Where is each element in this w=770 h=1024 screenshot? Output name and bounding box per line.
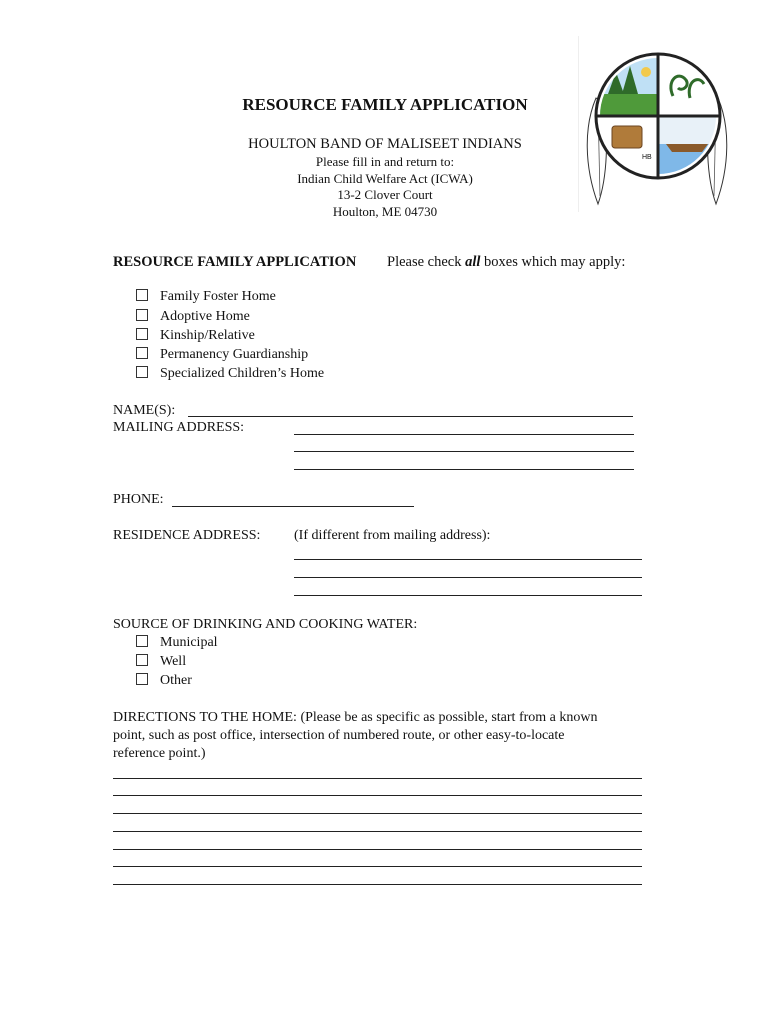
check-instruction	[387, 254, 625, 271]
option-permanency-guardianship[interactable]	[136, 347, 308, 363]
checkbox[interactable]	[136, 366, 148, 378]
option-specialized-childrens-home[interactable]	[136, 366, 324, 382]
return-instruction: Please fill in and return to:	[315, 154, 455, 169]
option-label: Municipal	[160, 635, 218, 650]
office-city: Houlton, ME 04730	[332, 204, 438, 219]
option-label: Kinship/Relative	[160, 328, 255, 343]
mailing-address-line[interactable]	[294, 469, 634, 470]
water-option-municipal[interactable]	[136, 635, 218, 651]
directions-label: DIRECTIONS TO THE HOME: (Please be as specific as possible, start from a known	[113, 710, 598, 725]
checkbox[interactable]	[136, 654, 148, 666]
residence-address-label: RESIDENCE ADDRESS:	[113, 528, 261, 543]
directions-text: point, such as post office, intersection of numbered route, or other easy-to-locate	[113, 728, 565, 743]
check-instruction-prefix: Please check	[387, 254, 462, 270]
checkbox[interactable]	[136, 347, 148, 359]
residence-address-line[interactable]	[294, 595, 642, 596]
phone-label: PHONE:	[113, 492, 164, 507]
page-title: RESOURCE FAMILY APPLICATION	[242, 95, 528, 114]
directions-line[interactable]	[113, 884, 642, 885]
checkbox[interactable]	[136, 309, 148, 321]
water-source-label: SOURCE OF DRINKING AND COOKING WATER:	[113, 617, 418, 632]
option-label: Family Foster Home	[160, 289, 276, 304]
directions-line[interactable]	[113, 831, 642, 832]
mailing-address-label: MAILING ADDRESS:	[113, 420, 245, 435]
check-instruction-emphasis: all	[465, 254, 481, 270]
option-label: Adoptive Home	[160, 309, 250, 324]
water-option-other[interactable]	[136, 673, 192, 689]
directions-line[interactable]	[113, 778, 642, 779]
option-family-foster-home[interactable]	[136, 289, 276, 305]
office-name: Indian Child Welfare Act (ICWA)	[297, 171, 473, 186]
residence-address-line[interactable]	[294, 577, 642, 578]
option-kinship-relative[interactable]	[136, 328, 255, 344]
application-section-label: RESOURCE FAMILY APPLICATION	[113, 254, 357, 270]
directions-line[interactable]	[113, 813, 642, 814]
residence-address-note: (If different from mailing address):	[294, 528, 491, 543]
option-label: Well	[160, 654, 187, 669]
directions-line[interactable]	[113, 849, 642, 850]
logo-initials: HB	[642, 154, 652, 161]
residence-address-line[interactable]	[294, 559, 642, 560]
mailing-address-line[interactable]	[294, 434, 634, 435]
option-label: Other	[160, 673, 192, 688]
checkbox[interactable]	[136, 635, 148, 647]
names-label: NAME(S):	[113, 403, 176, 418]
checkbox[interactable]	[136, 673, 148, 685]
office-street: 13-2 Clover Court	[337, 187, 433, 202]
directions-line[interactable]	[113, 795, 642, 796]
directions-text: reference point.)	[113, 746, 206, 761]
check-instruction-suffix: boxes which may apply:	[484, 254, 626, 270]
checkbox[interactable]	[136, 289, 148, 301]
option-adoptive-home[interactable]	[136, 309, 250, 325]
option-label: Permanency Guardianship	[160, 347, 309, 362]
organization-name: HOULTON BAND OF MALISEET INDIANS	[248, 136, 522, 152]
option-label: Specialized Children’s Home	[160, 366, 325, 381]
names-line[interactable]	[188, 416, 633, 417]
checkbox[interactable]	[136, 328, 148, 340]
mailing-address-line[interactable]	[294, 451, 634, 452]
directions-line[interactable]	[113, 866, 642, 867]
phone-line[interactable]	[172, 506, 414, 507]
water-option-well[interactable]	[136, 654, 186, 670]
